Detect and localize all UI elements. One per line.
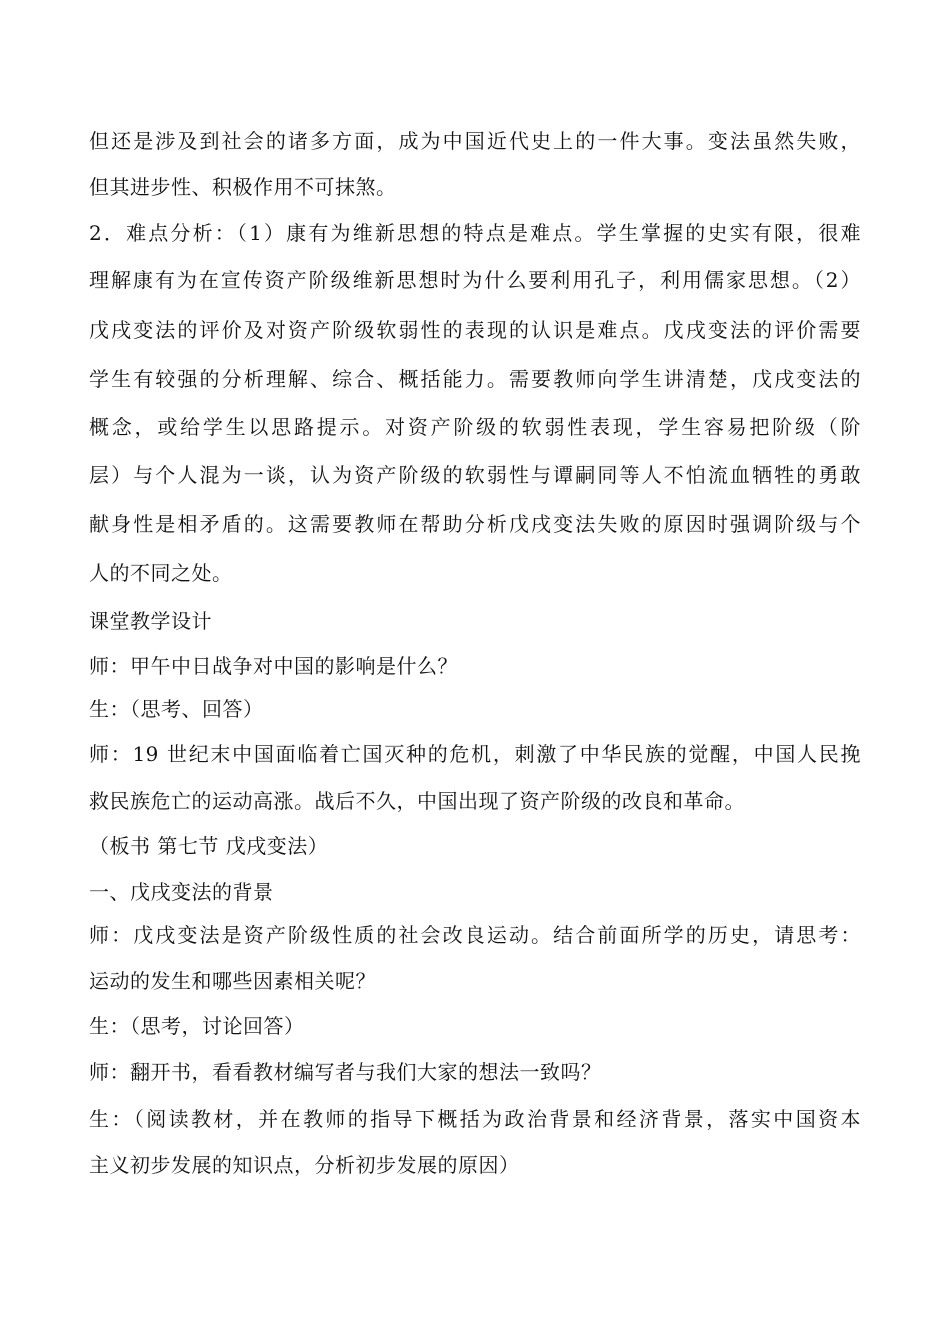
text-line: （板书 第七节 戊戌变法）: [89, 834, 329, 858]
text-line: 生：（思考、回答）: [89, 697, 264, 721]
text-line: 层）与个人混为一谈，认为资产阶级的软弱性与谭嗣同等人不怕流血牺牲的勇敢: [89, 463, 861, 487]
text-line: 生：（阅读教材，并在教师的指导下概括为政治背景和经济背景，落实中国资本: [89, 1107, 861, 1131]
text-line: 2．难点分析：（1）康有为维新思想的特点是难点。学生掌握的史实有限，很难: [89, 221, 861, 245]
subsection-heading: 一、戊戌变法的背景: [89, 880, 274, 904]
text-line: 师：戊戌变法是资产阶级性质的社会改良运动。结合前面所学的历史，请思考：: [89, 923, 861, 947]
text-line: 学生有较强的分析理解、综合、概括能力。需要教师向学生讲清楚，戊戌变法的: [89, 367, 861, 391]
text-line: 师：19 世纪末中国面临着亡国灭种的危机，刺激了中华民族的觉醒，中国人民挽: [89, 742, 861, 766]
text-line: 概念，或给学生以思路提示。对资产阶级的软弱性表现，学生容易把阶级（阶: [89, 415, 861, 439]
text-line: 师：甲午中日战争对中国的影响是什么？: [89, 654, 458, 678]
text-line: 戊戌变法的评价及对资产阶级软弱性的表现的认识是难点。戊戌变法的评价需要: [89, 318, 861, 342]
text-line: 主义初步发展的知识点，分析初步发展的原因）: [89, 1153, 520, 1177]
text-line: 人的不同之处。: [89, 561, 233, 585]
text-line: 生：（思考，讨论回答）: [89, 1014, 305, 1038]
text-line: 但还是涉及到社会的诸多方面，成为中国近代史上的一件大事。变法虽然失败，: [89, 129, 861, 153]
text-line: 救民族危亡的运动高涨。战后不久，中国出现了资产阶级的改良和革命。: [89, 789, 745, 813]
text-line: 运动的发生和哪些因素相关呢？: [89, 969, 376, 993]
text-line: 但其进步性、积极作用不可抹煞。: [89, 175, 397, 199]
text-line: 师：翻开书，看看教材编写者与我们大家的想法一致吗？: [89, 1060, 602, 1084]
text-line: 理解康有为在宣传资产阶级维新思想时为什么要利用孔子，利用儒家思想。（2）: [89, 268, 861, 292]
text-line: 献身性是相矛盾的。这需要教师在帮助分析戊戌变法失败的原因时强调阶级与个: [89, 512, 861, 536]
section-heading: 课堂教学设计: [89, 609, 212, 633]
